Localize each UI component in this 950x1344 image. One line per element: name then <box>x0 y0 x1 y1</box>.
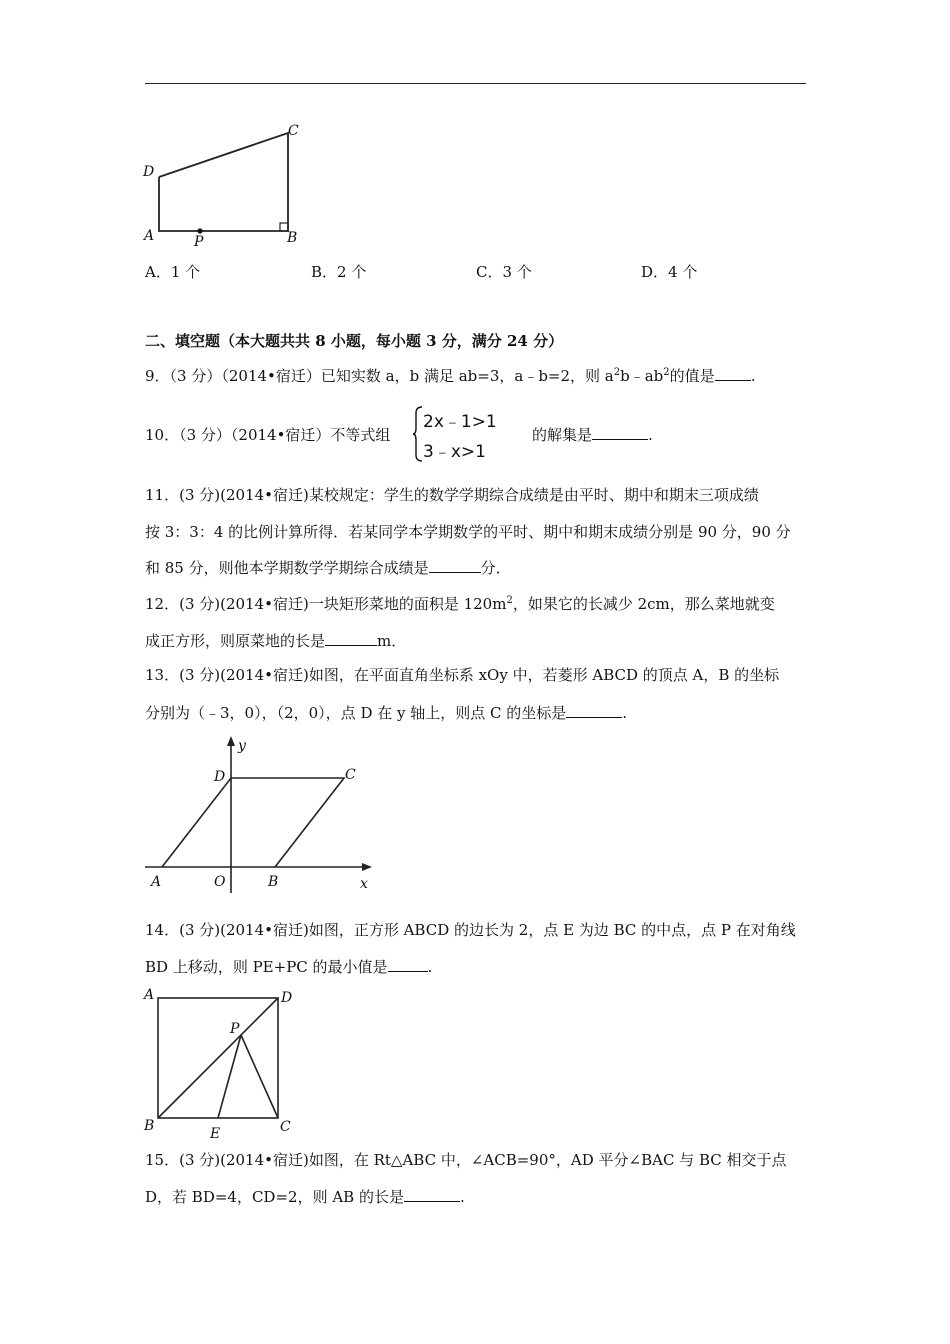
segment-pc <box>241 1035 278 1118</box>
answer-blank <box>429 558 481 573</box>
label-c: C <box>345 767 356 783</box>
point-p-dot <box>197 228 202 233</box>
q9-suffix: 的值是 <box>669 367 715 385</box>
question-9 <box>145 366 755 386</box>
inequality-system <box>412 405 512 463</box>
q14-line2-prefix: BD 上移动，则 PE+PC 的最小值是 <box>145 958 388 976</box>
q12-sup: 2 <box>506 595 513 606</box>
question-12-line-1 <box>145 594 775 614</box>
x-axis-arrow-icon <box>362 863 372 871</box>
question-15-line-2 <box>145 1187 465 1207</box>
trapezoid-figure <box>138 118 318 248</box>
question-10-suffix <box>532 425 653 445</box>
q9-sup1: 2 <box>613 367 621 378</box>
q12-line2-prefix: 成正方形，则原菜地的长是 <box>145 632 326 650</box>
square-figure <box>138 985 308 1145</box>
trapezoid-outline <box>159 133 288 231</box>
label-d: D <box>214 769 226 785</box>
q15-line2-suffix: . <box>459 1188 465 1206</box>
answer-blank <box>592 425 648 440</box>
label-a: A <box>144 228 155 244</box>
question-13-line-1: 13．(3 分)(2014•宿迁)如图，在平面直角坐标系 xOy 中，若菱形 ABCD 的顶点 A，B 的坐标 <box>145 666 780 684</box>
q12-line1-prefix: 12．(3 分)(2014•宿迁)一块矩形菜地的面积是 120m <box>145 595 507 613</box>
rhombus-outline <box>162 778 344 867</box>
question-14-line-2 <box>145 957 432 977</box>
option-d: D．4 个 <box>641 263 698 281</box>
label-o: O <box>214 874 226 890</box>
inequality-1: 2x﹣1>1 <box>423 412 497 432</box>
q11-line3-prefix: 和 85 分，则他本学期数学学期综合成绩是 <box>145 559 429 577</box>
question-15-line-1: 15．(3 分)(2014•宿迁)如图，在 Rt△ABC 中，∠ACB=90°，AD 平分∠BAC 与 BC 相交于点 <box>145 1151 787 1169</box>
q14-line2-suffix: . <box>427 958 433 976</box>
option-c: C．3 个 <box>476 263 532 281</box>
q15-line2-prefix: D，若 BD=4，CD=2，则 AB 的长是 <box>145 1188 404 1206</box>
diagonal-bd <box>158 998 278 1118</box>
label-e: E <box>210 1126 221 1142</box>
q10-end: . <box>648 426 653 444</box>
q12-line2-suffix: m． <box>377 632 407 650</box>
question-13-line-2 <box>145 703 627 723</box>
question-14-line-1: 14．(3 分)(2014•宿迁)如图，正方形 ABCD 的边长为 2，点 E 为边 BC 的中点，点 P 在对角线 <box>145 921 796 939</box>
label-c: C <box>288 123 299 139</box>
question-11-line-1: 11．(3 分)(2014•宿迁)某校规定：学生的数学学期综合成绩是由平时、期中和期末三项成绩 <box>145 486 759 504</box>
q13-line2-prefix: 分别为（﹣3，0），（2，0），点 D 在 y 轴上，则点 C 的坐标是 <box>145 704 567 722</box>
q9-mid: b﹣ab <box>620 367 664 385</box>
inequality-2: 3﹣x>1 <box>423 442 486 462</box>
q12-line1-suffix: ，如果它的长减少 2cm，那么菜地就变 <box>512 595 775 613</box>
q11-line3-suffix: 分． <box>480 559 511 577</box>
question-10-prefix: 10．（3 分）（2014•宿迁）不等式组 <box>145 426 391 444</box>
q9-sup2: 2 <box>663 367 670 378</box>
label-y: y <box>238 738 246 754</box>
label-a: A <box>144 987 155 1003</box>
q13-line2-suffix: . <box>622 704 628 722</box>
label-b: B <box>268 874 279 890</box>
question-11-line-3 <box>145 558 511 578</box>
question-12-line-2 <box>145 631 406 651</box>
label-b: B <box>287 230 298 246</box>
label-x: x <box>360 876 368 892</box>
section-heading: 二、填空题（本大题共共 8 小题，每小题 3 分，满分 24 分） <box>145 332 564 350</box>
label-d: D <box>281 990 293 1006</box>
answer-blank <box>325 631 377 646</box>
answer-blank <box>715 366 751 381</box>
question-11-line-2: 按 3：3：4 的比例计算所得．若某同学本学期数学的平时、期中和期末成绩分别是 90 分，90 分 <box>145 523 791 541</box>
label-c: C <box>280 1119 291 1135</box>
label-d: D <box>143 164 155 180</box>
answer-blank <box>388 957 428 972</box>
y-axis-arrow-icon <box>227 736 235 746</box>
label-p: P <box>230 1021 240 1037</box>
label-a: A <box>151 874 162 890</box>
option-a: A．1 个 <box>145 263 201 281</box>
answer-blank <box>404 1187 460 1202</box>
label-b: B <box>144 1118 155 1134</box>
answer-blank <box>566 703 622 718</box>
q9-prefix: 9．（3 分）（2014•宿迁）已知实数 a，b 满足 ab=3，a﹣b=2，则 a <box>145 367 614 385</box>
header-rule <box>145 83 806 84</box>
rhombus-coordinate-figure <box>140 733 380 898</box>
label-p: P <box>194 234 204 250</box>
q10-suffix: 的解集是 <box>532 426 593 444</box>
q9-end: . <box>750 367 756 385</box>
option-b: B．2 个 <box>311 263 367 281</box>
